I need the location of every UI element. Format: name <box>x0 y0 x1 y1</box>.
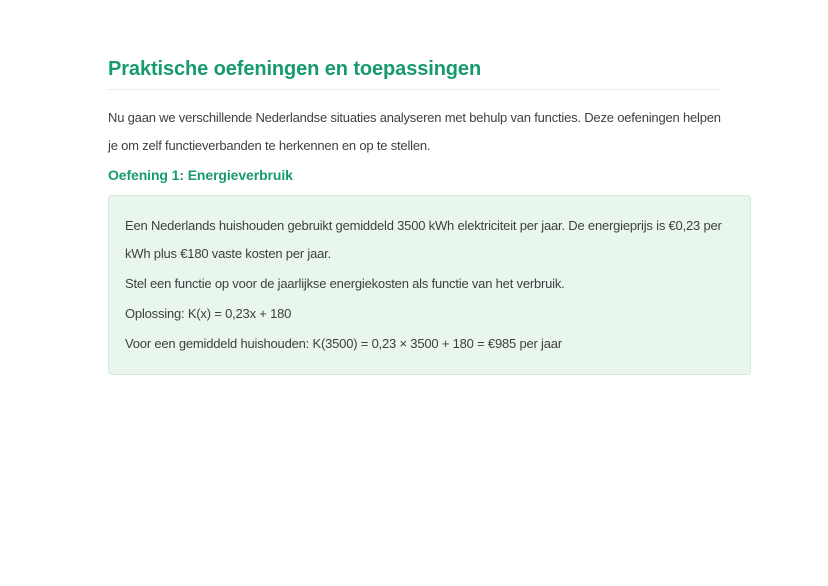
exercise-solution-formula: Oplossing: K(x) = 0,23x + 180 <box>125 306 292 321</box>
exercise-problem-text: Een Nederlands huishouden gebruikt gemiddeld 3500 kWh elektriciteit per jaar. De energieprijs is €0,23 per kWh plus €180 vaste kosten per jaar. <box>125 218 722 261</box>
exercise-box <box>108 195 751 375</box>
content-column <box>108 0 751 375</box>
exercise-heading: Oefening 1: Energieverbruik <box>108 167 293 183</box>
title-divider <box>108 89 720 90</box>
exercise-solution-calculation: Voor een gemiddeld huishouden: K(3500) = 0,23 × 3500 + 180 = €985 per jaar <box>125 336 562 351</box>
page-title: Praktische oefeningen en toepassingen <box>108 58 482 80</box>
intro-paragraph: Nu gaan we verschillende Nederlandse situaties analyseren met behulp van functies. Deze oefeningen helpen je om zelf functieverbanden te herkennen en op te stellen. <box>108 110 721 153</box>
exercise-task-text: Stel een functie op voor de jaarlijkse energiekosten als functie van het verbruik. <box>125 276 565 291</box>
